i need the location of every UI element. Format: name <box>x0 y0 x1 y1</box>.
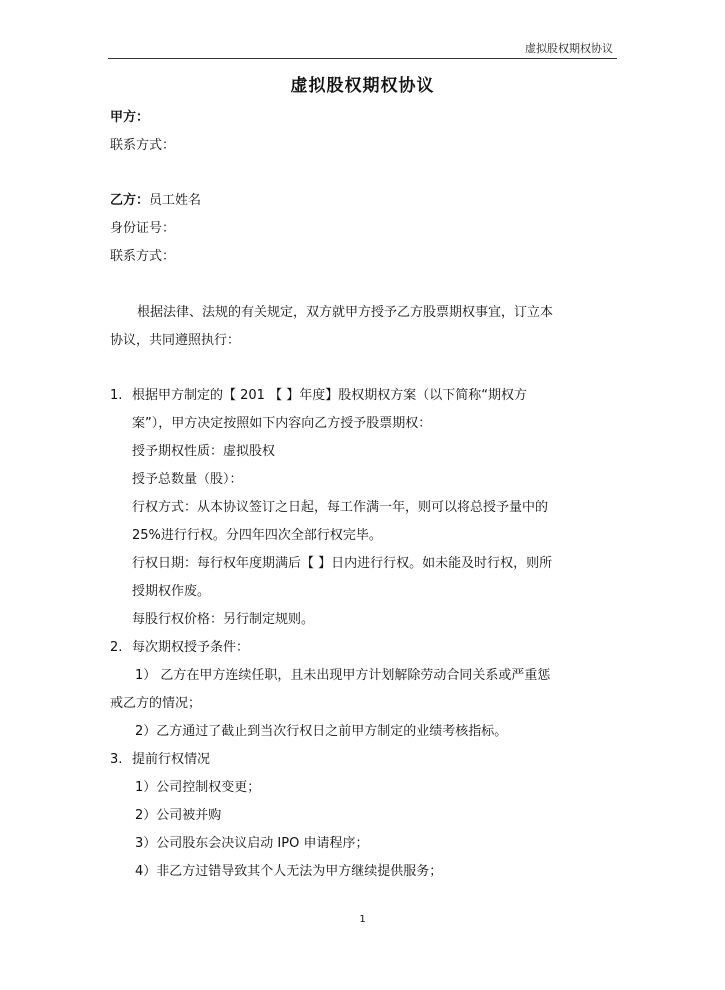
section-1-line: 案”），甲方决定按照如下内容向乙方授予股票期权： <box>132 416 432 431</box>
header-rule <box>108 58 617 59</box>
section-number: 1. <box>110 388 123 403</box>
preamble-line: 协议，共同遵照执行： <box>110 333 241 348</box>
section-3-heading <box>110 752 210 768</box>
page-number: 1 <box>359 914 366 925</box>
section-1-line: 每股行权价格：另行制定规则。 <box>132 612 315 627</box>
section-1-line: 25%进行行权。分四年四次全部行权完毕。 <box>132 528 382 543</box>
party-b-id: 身份证号： <box>110 221 176 236</box>
section-1-line: 行权方式：从本协议签订之日起，每工作满一年，则可以将总授予量中的 <box>132 500 549 515</box>
section-2-item: 戒乙方的情况； <box>110 696 202 711</box>
document-title: 虚拟股权期权协议 <box>290 76 435 96</box>
section-2-item: 2）乙方通过了截止到当次行权日之前甲方制定的业绩考核指标。 <box>135 724 508 739</box>
section-number: 2. <box>110 640 123 655</box>
section-3-item: 1）公司控制权变更； <box>135 780 261 795</box>
section-3-item: 4）非乙方过错导致其个人无法为甲方继续提供服务； <box>135 864 443 879</box>
party-b-line <box>110 193 201 209</box>
party-a-contact: 联系方式： <box>110 138 176 153</box>
section-1-line: 授予期权性质：虚拟股权 <box>132 444 276 459</box>
party-b-contact: 联系方式： <box>110 249 176 264</box>
section-1-line: 授期权作废。 <box>132 584 211 599</box>
section-1-line: 授予总数量（股）： <box>132 472 243 487</box>
party-a-label: 甲方： <box>110 110 150 125</box>
section-2-title: 每次期权授予条件： <box>132 640 250 655</box>
section-number: 3. <box>110 752 123 767</box>
section-3-title: 提前行权情况 <box>132 752 211 767</box>
section-3-item: 3）公司股东会决议启动 IPO 申请程序； <box>135 836 369 851</box>
party-b-name: 员工姓名 <box>149 193 202 208</box>
section-1-text: 根据甲方制定的【 201 【 】年度】股权期权方案（以下简称“期权方 <box>132 388 527 403</box>
section-2-heading <box>110 640 249 656</box>
section-3-item: 2）公司被并购 <box>135 808 222 823</box>
preamble-line: 根据法律、法规的有关规定，双方就甲方授予乙方股票期权事宜，订立本 <box>137 305 554 320</box>
party-b-label: 乙方： <box>110 193 150 208</box>
section-1-line: 行权日期：每行权年度期满后【 】日内进行行权。如未能及时行权，则所 <box>132 556 553 571</box>
section-2-item: 1） 乙方在甲方连续任职，且未出现甲方计划解除劳动合同关系或严重惩 <box>135 668 551 683</box>
running-header: 虚拟股权期权协议 <box>525 42 613 55</box>
section-1-line <box>110 388 527 404</box>
